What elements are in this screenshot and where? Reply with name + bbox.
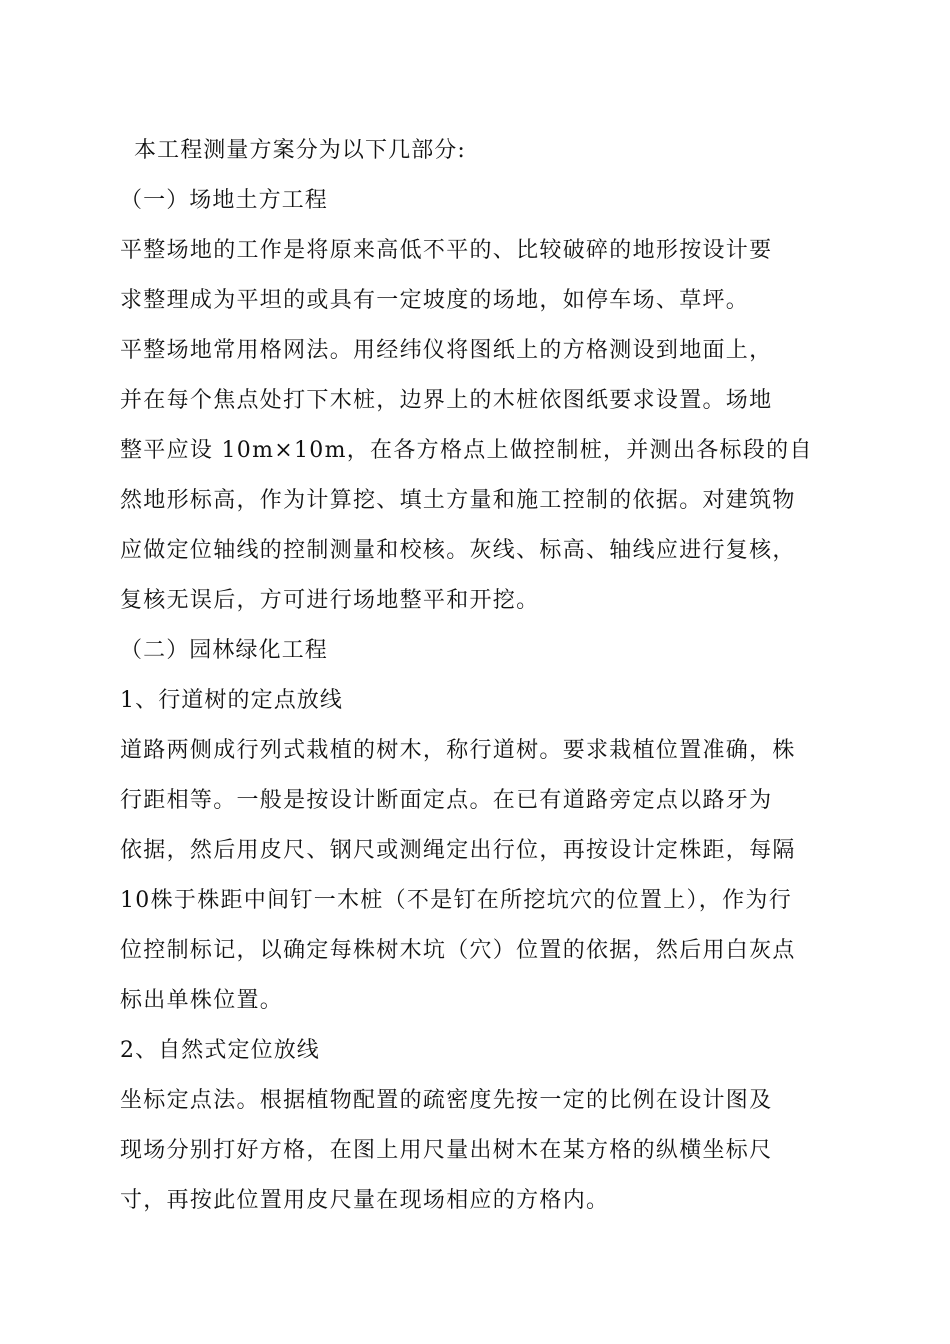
paragraph-line: 道路两侧成行列式栽植的树木，称行道树。要求栽植位置准确，株 [120,738,796,763]
subheading-natural-layout: 2、自然式定位放线 [120,1038,320,1063]
paragraph-line: 标出单株位置。 [120,988,284,1013]
paragraph-line: 平整场地常用格网法。用经纬仪将图纸上的方格测设到地面上， [120,338,773,363]
paragraph-line: 然地形标高，作为计算挖、填土方量和施工控制的依据。对建筑物 [120,488,796,513]
subheading-street-trees: 1、行道树的定点放线 [120,688,343,713]
section-heading-earthwork: （一）场地土方工程 [120,188,328,213]
paragraph-line: 整平应设 10m×10m，在各方格点上做控制桩，并测出各标段的自 [120,438,813,463]
paragraph-line: 并在每个焦点处打下木桩，边界上的木桩依图纸要求设置。场地 [120,388,773,413]
paragraph-line: 现场分别打好方格，在图上用尺量出树木在某方格的纵横坐标尺 [120,1138,773,1163]
paragraph-line: 坐标定点法。根据植物配置的疏密度先按一定的比例在设计图及 [120,1088,773,1113]
paragraph-line: 行距相等。一般是按设计断面定点。在已有道路旁定点以路牙为 [120,788,773,813]
paragraph-line: 求整理成为平坦的或具有一定坡度的场地，如停车场、草坪。 [120,288,750,313]
paragraph-line: 依据，然后用皮尺、钢尺或测绳定出行位，再按设计定株距，每隔 [120,838,796,863]
paragraph-line: 寸，再按此位置用皮尺量在现场相应的方格内。 [120,1188,610,1213]
paragraph-line: 位控制标记，以确定每株树木坑（穴）位置的依据，然后用白灰点 [120,938,796,963]
section-heading-landscaping: （二）园林绿化工程 [120,638,328,663]
intro-line: 本工程测量方案分为以下几部分: [134,138,466,163]
paragraph-line: 平整场地的工作是将原来高低不平的、比较破碎的地形按设计要 [120,238,773,263]
paragraph-line: 10株于株距中间钉一木桩（不是钉在所挖坑穴的位置上），作为行 [120,888,792,913]
paragraph-line: 应做定位轴线的控制测量和校核。灰线、标高、轴线应进行复核， [120,538,796,563]
paragraph-line: 复核无误后，方可进行场地整平和开挖。 [120,588,540,613]
